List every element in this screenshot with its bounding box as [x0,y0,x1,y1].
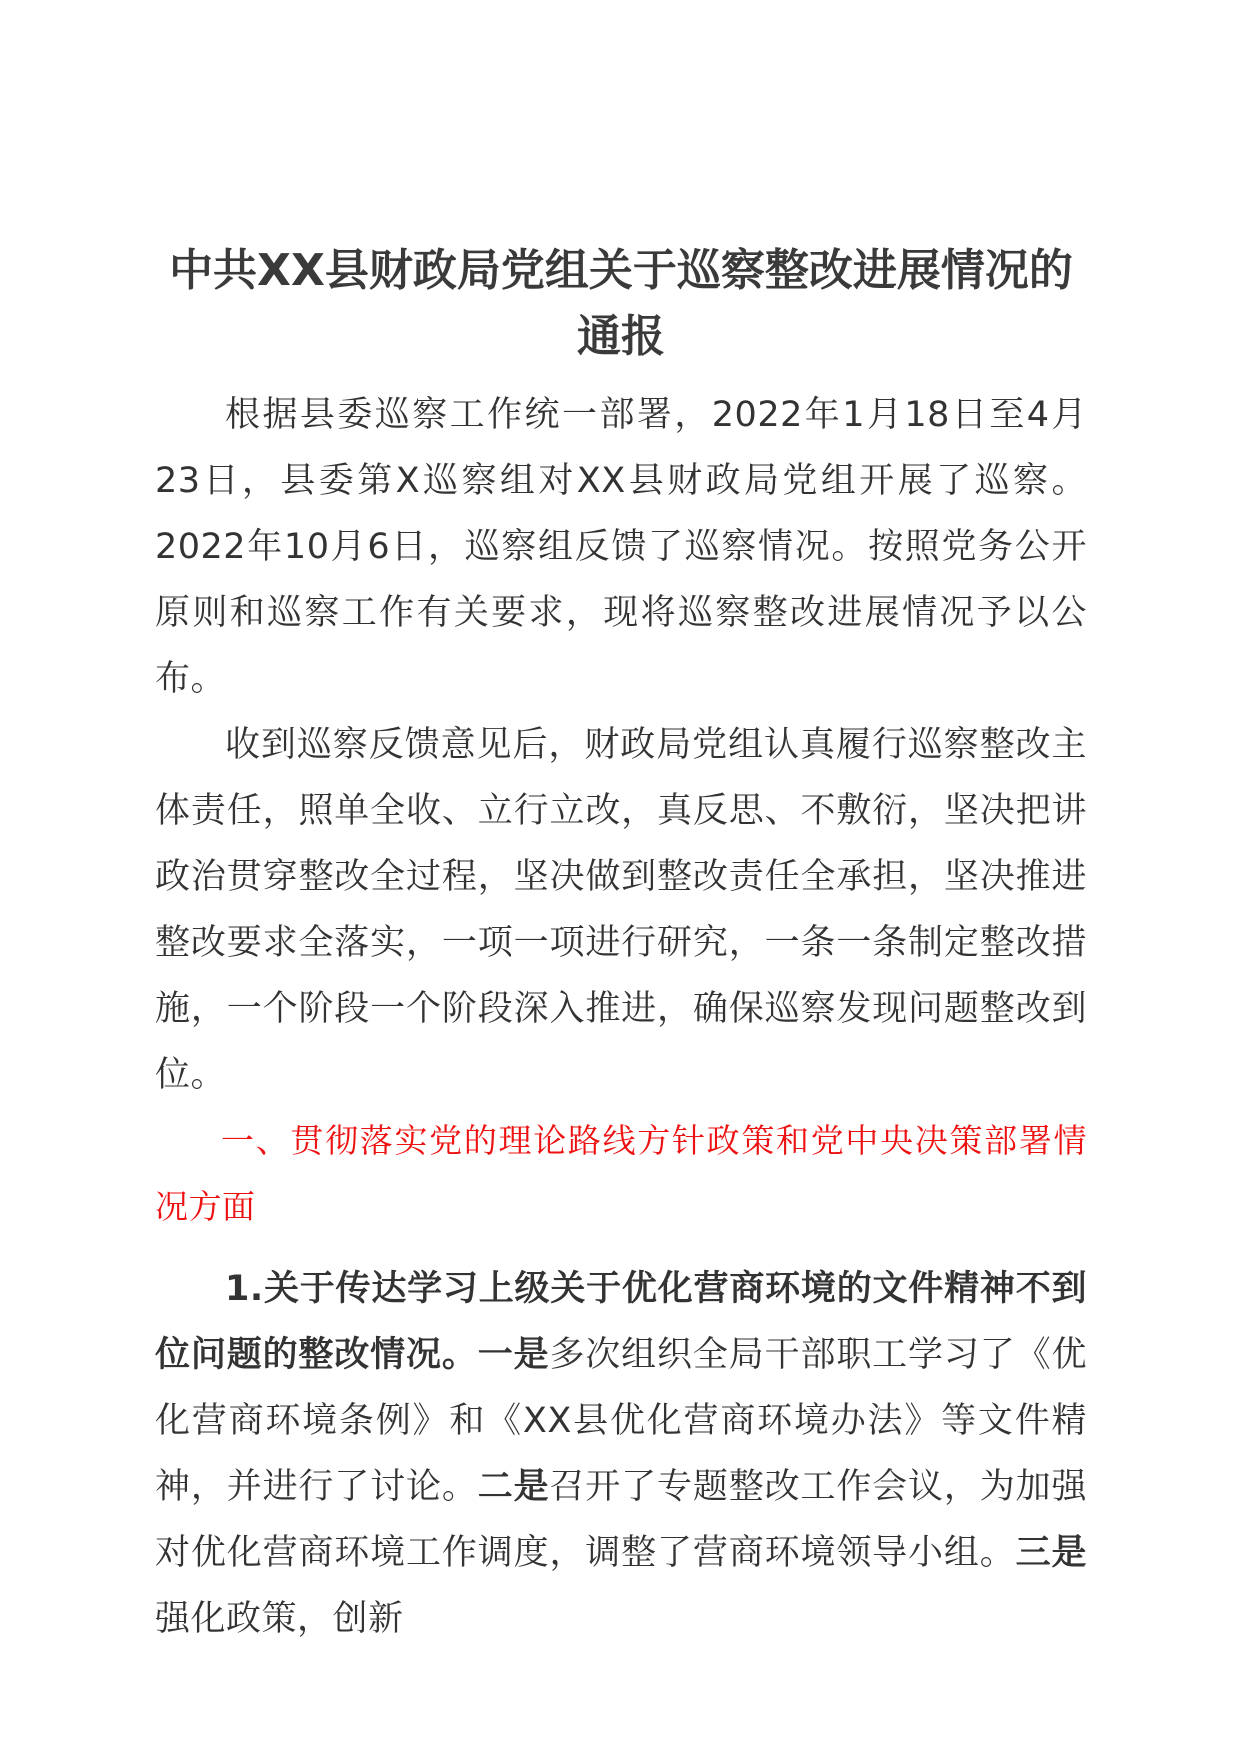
section-heading: 一、贯彻落实党的理论路线方针政策和党中央决策部署情况方面 [155,1121,1087,1226]
document-page [155,238,1087,1652]
point2-label: 二是 [477,1467,550,1507]
item-lead: 1.关于传达学习上级关于优化营商环境的文件精神不到位问题的整改情况。 [155,1269,1087,1375]
point3-text: 强化政策，创新 [155,1599,404,1639]
response-paragraph: 收到巡察反馈意见后，财政局党组认真履行巡察整改主体责任，照单全收、立行立改，真反思、不敷衍，坚决把讲政治贯穿整改全过程，坚决做到整改责任全承担，坚决推进整改要求全落实，一项一项进行研究，一条一条制定整改措施，一个阶段一个阶段深入推进，确保巡察发现问题整改到位。 [155,725,1087,1095]
item-paragraph [155,1256,1087,1652]
intro-paragraph: 根据县委巡察工作统一部署，2022年1月18日至4月23日，县委第X巡察组对XX县财政局党组开展了巡察。2022年10月6日，巡察组反馈了巡察情况。按照党务公开原则和巡察工作有关要求，现将巡察整改进展情况予以公布。 [155,395,1087,699]
point3-label: 三是 [1015,1533,1087,1573]
point1-label: 一是 [477,1335,550,1375]
point1-text: 多次组织全局干部职工学习了《优化营商环境条例》和《XX县优化营商环境办法》等文件精神，并进行了讨论。 [155,1335,1087,1507]
point2-text: 召开了专题整改工作会议，为加强对优化营商环境工作调度，调整了营商环境领导小组。 [155,1467,1087,1573]
document-title: 中共XX县财政局党组关于巡察整改进展情况的通报 [169,245,1073,362]
